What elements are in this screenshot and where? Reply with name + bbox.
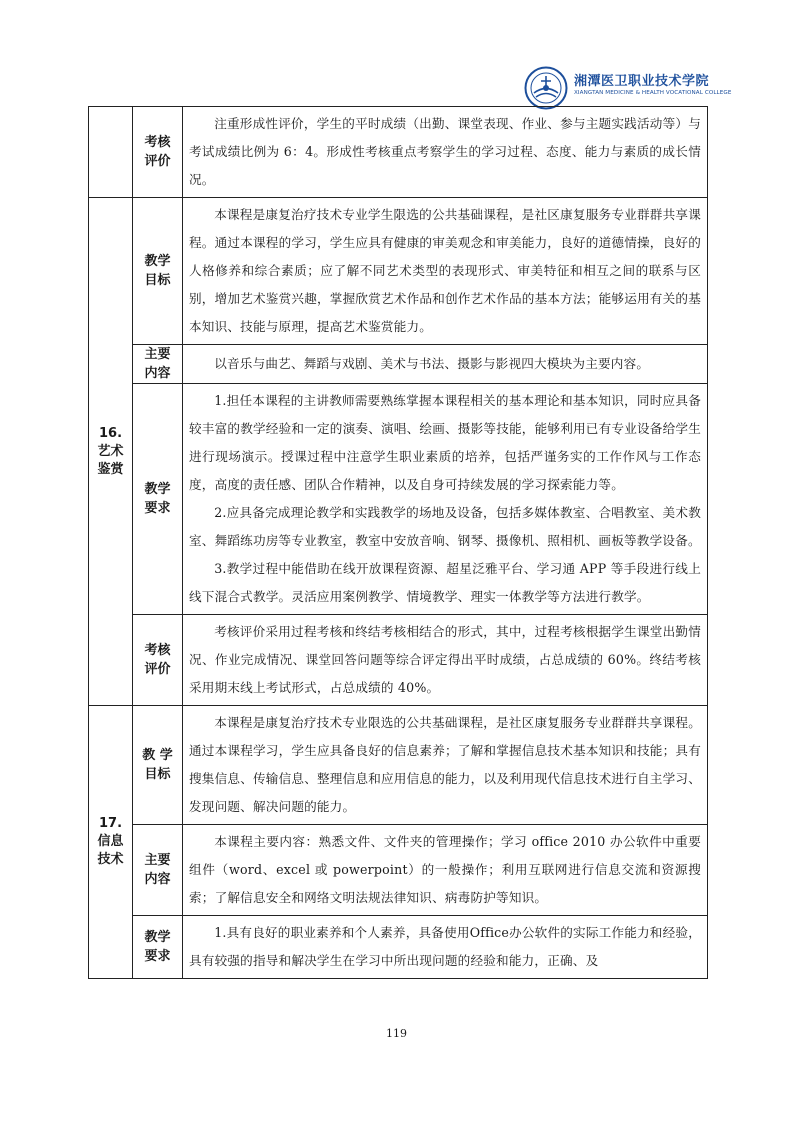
course-cell-empty — [89, 107, 133, 198]
row-content: 以音乐与曲艺、舞蹈与戏剧、美术与书法、摄影与影视四大模块为主要内容。 — [183, 345, 708, 384]
table-row — [89, 384, 708, 615]
row-label: 主要 内容 — [133, 825, 183, 916]
row-label: 考核 评价 — [133, 615, 183, 706]
logo-english-name: XIANGTAN MEDICINE & HEALTH VOCATIONAL COLLEGE — [574, 90, 732, 96]
table-row — [89, 615, 708, 706]
table-row — [89, 198, 708, 345]
row-label: 考核 评价 — [133, 107, 183, 198]
row-content: 本课程主要内容：熟悉文件、文件夹的管理操作；学习 office 2010 办公软件中重要组件（word、excel 或 powerpoint）的一般操作；利用互联网进行信息交流和资源搜索；了解信息安全和网络文明法规法律知识、病毒防护等知识。 — [183, 825, 708, 916]
row-content: 考核评价采用过程考核和终结考核相结合的形式，其中，过程考核根据学生课堂出勤情况、作业完成情况、课堂回答问题等综合评定得出平时成绩，占总成绩的 60%。终结考核采用期末线上考试形式，占总成绩的 40%。 — [183, 615, 708, 706]
table-row — [89, 916, 708, 979]
row-content: 1.具有良好的职业素养和个人素养，具备使用Office办公软件的实际工作能力和经验，具有较强的指导和解决学生在学习中所出现问题的经验和能力，正确、及 — [183, 916, 708, 979]
table-row — [89, 107, 708, 198]
college-seal-icon — [524, 66, 568, 110]
row-content: 注重形成性评价，学生的平时成绩（出勤、课堂表现、作业、参与主题实践活动等）与考试成绩比例为 6：4。形成性考核重点考察学生的学习过程、态度、能力与素质的成长情况。 — [183, 107, 708, 198]
table-row — [89, 825, 708, 916]
row-content: 本课程是康复治疗技术专业学生限选的公共基础课程，是社区康复服务专业群群共享课程。通过本课程的学习，学生应具有健康的审美观念和审美能力，良好的道德情操，良好的人格修养和综合素质；应了解不同艺术类型的表现形式、审美特征和相互之间的联系与区别，增加艺术鉴赏兴趣，掌握欣赏艺术作品和创作艺术作品的基本方法；能够运用有关的基本知识、技能与原理，提高艺术鉴赏能力。 — [183, 198, 708, 345]
course-title: 16. 艺术 鉴赏 — [89, 198, 133, 706]
logo-chinese-name: 湘潭医卫职业技术学院 — [574, 74, 710, 89]
table-row — [89, 345, 708, 384]
course-title: 17. 信息 技术 — [89, 706, 133, 979]
row-label: 教学 目标 — [133, 198, 183, 345]
row-label: 教学 要求 — [133, 916, 183, 979]
page-number: 119 — [386, 1027, 407, 1040]
table-row — [89, 706, 708, 825]
row-label: 教 学 目标 — [133, 706, 183, 825]
college-logo — [524, 66, 732, 110]
row-content: 本课程是康复治疗技术专业限选的公共基础课程，是社区康复服务专业群群共享课程。通过本课程学习，学生应具备良好的信息素养；了解和掌握信息技术基本知识和技能；具有搜集信息、传输信息、整理信息和应用信息的能力，以及利用现代信息技术进行自主学习、发现问题、解决问题的能力。 — [183, 706, 708, 825]
course-table — [88, 106, 708, 979]
row-label: 主要 内容 — [133, 345, 183, 384]
row-content: 1.担任本课程的主讲教师需要熟练掌握本课程相关的基本理论和基本知识，同时应具备较丰富的教学经验和一定的演奏、演唱、绘画、摄影等技能，能够利用已有专业设备给学生进行现场演示。授课过程中注意学生职业素质的培养，包括严谨务实的工作作风与工作态度，高度的责任感、团队合作精神，以及自身可持续发展的学习探索能力等。 2.应具备完成理论教学和实践教学的场地及设备，包括多媒体教室、合唱教室、美术教室、舞蹈练功房等专业教室，教室中安放音响、钢琴、摄像机、照相机、画板等教学设备。 3.教学过程中能借助在线开放课程资源、超星泛雅平台、学习通 APP 等手段进行线上线下混合式教学。灵活应用案例教学、情境教学、理实一体教学等方法进行教学。 — [183, 384, 708, 615]
row-label: 教学 要求 — [133, 384, 183, 615]
